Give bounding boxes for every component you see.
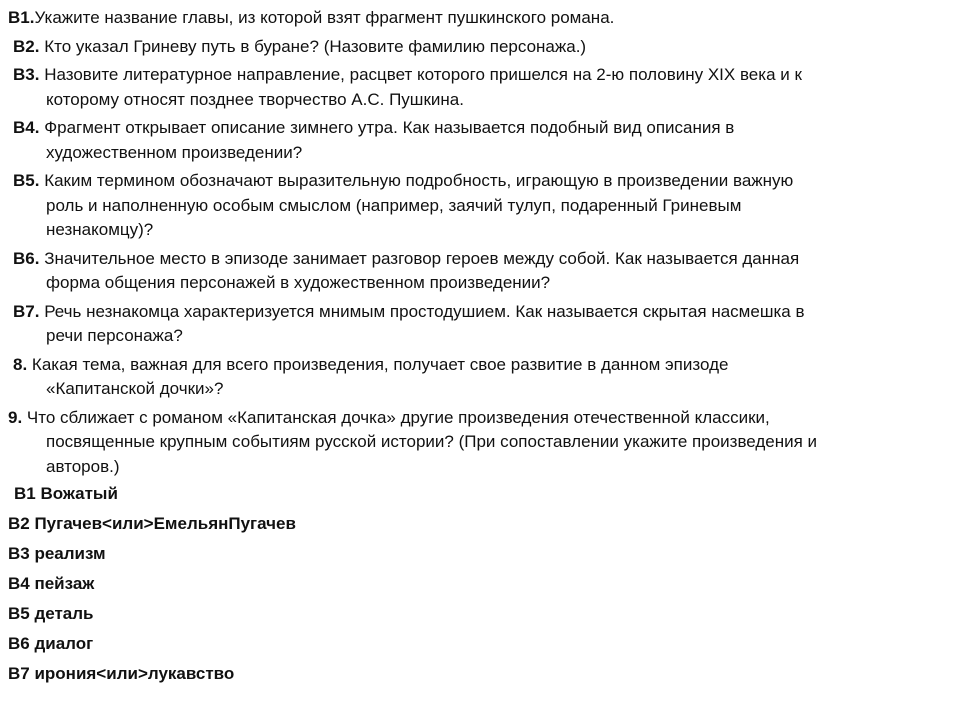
question-number: В3. bbox=[13, 65, 40, 84]
answer-b5: В5 деталь bbox=[8, 604, 94, 623]
answer-b3: В3 реализм bbox=[8, 544, 106, 563]
question-b7 bbox=[0, 300, 960, 349]
question-text-cont: «Капитанской дочки»? bbox=[46, 379, 224, 398]
question-number: 8. bbox=[13, 354, 28, 374]
question-text: Кто указал Гриневу путь в буране? (Назовите фамилию персонажа.) bbox=[39, 36, 587, 56]
question-text: Значительное место в эпизоде занимает разговор героев между собой. Как называется данная bbox=[39, 248, 800, 268]
question-b4 bbox=[0, 116, 960, 165]
answer-b2: В2 Пугачев<или>ЕмельянПугачев bbox=[8, 514, 296, 533]
question-number: В4. bbox=[13, 118, 40, 137]
question-text-cont: незнакомцу)? bbox=[46, 220, 154, 239]
question-b6 bbox=[0, 247, 960, 296]
question-text-cont: роль и наполненную особым смыслом (например, заячий тулуп, подаренный Гриневым bbox=[46, 195, 742, 215]
question-number: В1. bbox=[8, 8, 35, 27]
question-text-cont: авторов.) bbox=[46, 456, 120, 476]
question-text-cont: форма общения персонажей в художественном произведении? bbox=[46, 273, 551, 292]
question-b2 bbox=[0, 35, 960, 60]
question-number: 9. bbox=[8, 407, 23, 427]
question-text: Назовите литературное направление, расцвет которого пришелся на 2-ю половину XIX века и к bbox=[39, 65, 802, 84]
answer-b1: В1 Вожатый bbox=[14, 484, 118, 503]
question-text: Речь незнакомца характеризуется мнимым простодушием. Как называется скрытая насмешка в bbox=[39, 301, 805, 321]
question-text-cont: художественном произведении? bbox=[46, 142, 303, 162]
question-text-cont: посвященные крупным событиям русской истории? (При сопоставлении укажите произведения и bbox=[46, 432, 818, 451]
answer-b6: В6 диалог bbox=[8, 634, 94, 653]
question-text: Укажите название главы, из которой взят фрагмент пушкинского романа. bbox=[34, 8, 615, 27]
question-number: В7. bbox=[13, 301, 40, 321]
question-b1 bbox=[0, 6, 960, 31]
question-number: В2. bbox=[13, 36, 40, 56]
answer-b4: В4 пейзаж bbox=[8, 574, 95, 593]
question-text: Фрагмент открывает описание зимнего утра. Как называется подобный вид описания в bbox=[39, 118, 735, 137]
question-number: В5. bbox=[13, 171, 40, 190]
question-number: В6. bbox=[13, 248, 40, 268]
answer-b7: В7 ирония<или>лукавство bbox=[8, 664, 235, 683]
question-text-cont: которому относят позднее творчество А.С. Пушкина. bbox=[46, 89, 464, 109]
question-text: Каким термином обозначают выразительную подробность, играющую в произведении важную bbox=[39, 171, 794, 190]
question-text-cont: речи персонажа? bbox=[46, 326, 183, 345]
question-9 bbox=[0, 406, 960, 480]
question-text: Какая тема, важная для всего произведения, получает свое развитие в данном эпизоде bbox=[27, 354, 729, 374]
question-text: Что сближает с романом «Капитанская дочка» другие произведения отечественной классики, bbox=[22, 407, 770, 427]
question-b5 bbox=[0, 169, 960, 243]
question-8 bbox=[0, 353, 960, 402]
question-b3 bbox=[0, 63, 960, 112]
